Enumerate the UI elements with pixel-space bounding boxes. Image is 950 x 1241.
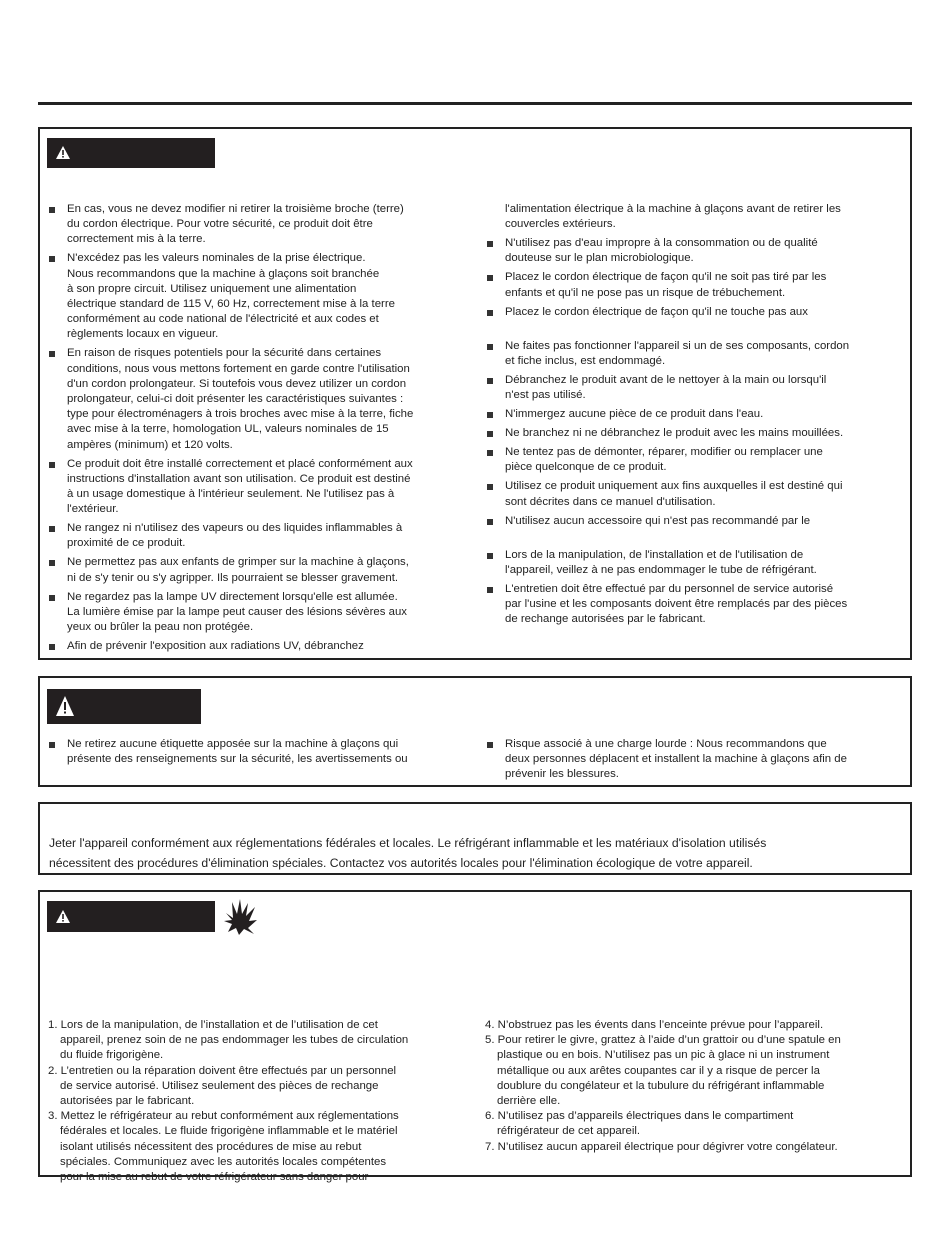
numbered-item: 3. Mettez le réfrigérateur au rebut conformément aux réglementations fédérales et locales. Le fluide frigorigène inflammable et le matériel isolant utilisés nécessitent des procédures de mise au rebut spéciales. Communiquez avec les autorités locales compétentes pour la mise au rebut de votre réfrigérateur sans danger pour bbox=[48, 1110, 399, 1184]
right-column bbox=[486, 737, 906, 786]
warning-banner bbox=[47, 901, 215, 932]
list-item: Ce produit doit être installé correctement et placé conformément aux instructions d'installation avant son utilisation. Ce produit est destiné à un usage domestique à l'intérieur seulement. Ne l'utilisez pas à l'extérieur. bbox=[48, 457, 478, 518]
list-item: N'immergez aucune pièce de ce produit dans l'eau. bbox=[486, 407, 906, 422]
list-item: Débranchez le produit avant de le nettoyer à la main ou lorsqu'il n'est pas utilisé. bbox=[486, 373, 906, 403]
disposal-text: Jeter l'appareil conformément aux réglementations fédérales et locales. Le réfrigérant inflammable et les matériaux d'isolation utilisés nécessitent des procédures d'élimination spéciales. Contactez vos autorités locales pour l'élimination écologique de votre appareil. bbox=[49, 836, 767, 870]
caution-banner bbox=[47, 689, 201, 724]
list-item: En cas, vous ne devez modifier ni retirer la troisième broche (terre) du cordon électrique. Pour votre sécurité, ce produit doit être correctement mis à la terre. bbox=[48, 202, 478, 248]
numbered-item: 4. N’obstruez pas les évents dans l’enceinte prévue pour l’appareil. bbox=[485, 1019, 824, 1031]
list-item: Utilisez ce produit uniquement aux fins auxquelles il est destiné qui sont décrites dans ce manuel d'utilisation. bbox=[486, 479, 906, 509]
list-item: Placez le cordon électrique de façon qu'il ne soit pas tiré par les enfants et qu'il ne pose pas un risque de trébuchement. bbox=[486, 270, 906, 300]
list-item: N'excédez pas les valeurs nominales de la prise électrique. Nous recommandons que la machine à glaçons soit branchée à son propre circuit. Utilisez uniquement une alimentation électrique standard de 115 V, 60 Hz, correctement mise à la terre conformément au code national de l'électricité et aux codes et règlements locaux en vigueur. bbox=[48, 251, 478, 342]
header-rule bbox=[38, 102, 912, 105]
right-column bbox=[486, 202, 906, 631]
list-item: Ne faites pas fonctionner l'appareil si un de ses composants, cordon et fiche inclus, est endommagé. bbox=[486, 339, 906, 369]
list-item: Placez le cordon électrique de façon qu'il ne touche pas aux bbox=[486, 305, 906, 320]
flammable-warning-box bbox=[38, 890, 912, 1184]
warning-box-electrical bbox=[38, 127, 912, 660]
list-item: Ne tentez pas de démonter, réparer, modifier ou remplacer une pièce quelconque de ce produit. bbox=[486, 445, 906, 475]
right-column bbox=[485, 1018, 905, 1155]
list-item: L'entretien doit être effectué par du personnel de service autorisé par l'usine et les composants doivent être remplacés par des pièces de rechange autorisées par le fabricant. bbox=[486, 582, 906, 628]
caution-box bbox=[38, 676, 912, 787]
warning-triangle-icon bbox=[55, 696, 75, 716]
list-item: Ne permettez pas aux enfants de grimper sur la machine à glaçons, ni de s'y tenir ou s'y agripper. Ils pourraient se blesser gravement. bbox=[48, 555, 478, 585]
list-item: N'utilisez pas d'eau impropre à la consommation ou de qualité douteuse sur le plan microbiologique. bbox=[486, 236, 906, 266]
list-item: Lors de la manipulation, de l'installation et de l'utilisation de l'appareil, veillez à ne pas endommager le tube de réfrigérant. bbox=[486, 548, 906, 578]
numbered-item: 1. Lors de la manipulation, de l’installation et de l’utilisation de cet appareil, prenez soin de ne pas endommager les tubes de circulation du fluide frigorigène. bbox=[48, 1019, 409, 1062]
list-item: Afin de prévenir l'exposition aux radiations UV, débranchez bbox=[48, 639, 478, 654]
explosion-flammable-icon bbox=[224, 899, 258, 935]
left-column bbox=[48, 1018, 478, 1185]
list-item: Risque associé à une charge lourde : Nous recommandons que deux personnes déplacent et installent la machine à glaçons afin de prévenir les blessures. bbox=[486, 737, 906, 783]
warning-triangle-icon bbox=[56, 146, 70, 159]
numbered-item: 5. Pour retirer le givre, grattez à l’aide d’un grattoir ou d’une spatule en plastique ou en bois. N’utilisez pas un pic à glace ni un instrument métallique ou aux arêtes coupantes car il y a risque de percer la doublure du congélateur et la tubulure du réfrigérant inflammable derrière elle. bbox=[485, 1034, 841, 1108]
list-item: Ne branchez ni ne débranchez le produit avec les mains mouillées. bbox=[486, 426, 906, 441]
list-item: Ne retirez aucune étiquette apposée sur la machine à glaçons qui présente des renseignements sur la sécurité, les avertissements ou bbox=[48, 737, 478, 767]
list-item: Ne regardez pas la lampe UV directement lorsqu'elle est allumée. La lumière émise par la lampe peut causer des lésions sévères aux yeux ou brûler la peau non protégée. bbox=[48, 590, 478, 636]
disposal-box bbox=[38, 802, 912, 875]
numbered-item: 6. N’utilisez pas d’appareils électriques dans le compartiment réfrigérateur de cet appareil. bbox=[485, 1110, 794, 1138]
warning-banner bbox=[47, 138, 215, 168]
list-item-continuation: l'alimentation électrique à la machine à glaçons avant de retirer les couvercles extérieurs. bbox=[505, 203, 841, 231]
left-column bbox=[48, 202, 478, 658]
left-column bbox=[48, 737, 478, 771]
warning-triangle-icon bbox=[56, 910, 70, 923]
list-item: N'utilisez aucun accessoire qui n'est pas recommandé par le bbox=[486, 514, 906, 529]
numbered-item: 2. L’entretien ou la réparation doivent être effectués par un personnel de service autorisé. Utilisez seulement des pièces de rechange autorisées par le fabricant. bbox=[48, 1064, 397, 1108]
list-item: En raison de risques potentiels pour la sécurité dans certaines conditions, nous vous mettons fortement en garde contre l'utilisation d'un cordon prolongateur. Si toutefois vous devez utilizer un cordon prolongateur, celui-ci doit présenter les caractéristiques suivantes : type pour électroménagers à trois broches avec mise à la terre, fiche avec mise à la terre, homologation UL, valeurs nominales de 15 ampères (minimum) et 120 volts. bbox=[48, 346, 478, 452]
numbered-item: 7. N’utilisez aucun appareil électrique pour dégivrer votre congélateur. bbox=[485, 1140, 838, 1153]
list-item: Ne rangez ni n'utilisez des vapeurs ou des liquides inflammables à proximité de ce produit. bbox=[48, 521, 478, 551]
